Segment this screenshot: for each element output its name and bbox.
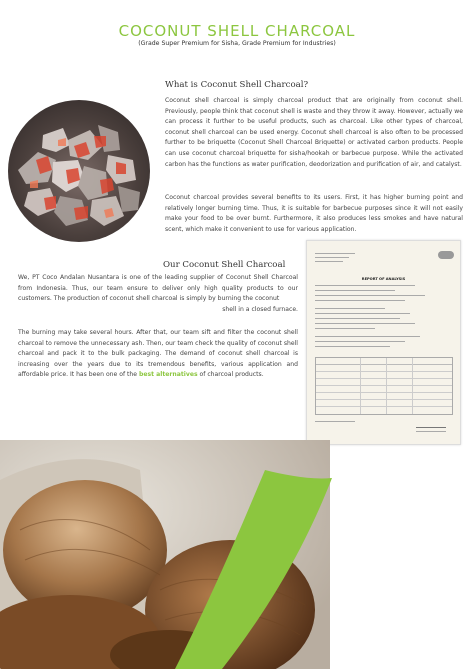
section1-paragraph-2: Coconut charcoal provides several benefits to its users. First, it has higher burning point and relatively longer burning time. Thus, it is suitable for barbecue purposes since it will not easily make your food to be over burnt. Furthermore, it also produces less smokes and have natural scent, which make it convenient to use for various application. bbox=[165, 194, 463, 233]
section2-paragraph-2 bbox=[18, 328, 298, 381]
coconut-photo bbox=[0, 440, 330, 669]
section2-paragraph-1-main: We, PT Coco Andalan Nusantara is one of the leading supplier of Coconut Shell Charcoal from Indonesia. Thus, our team ensure to deliver only high quality products to our customers. The production of coconut shell charcoal is simply by burning the coconut bbox=[18, 274, 298, 303]
certificate-title: REPORT OF ANALYSIS bbox=[361, 277, 406, 281]
section2-paragraph-1 bbox=[18, 273, 298, 315]
section-heading-what-is: What is Coconut Shell Charcoal? bbox=[165, 80, 309, 90]
page-subtitle: (Grade Super Premium for Sisha, Grade Premium for Industries) bbox=[138, 40, 336, 47]
certificate-logo-icon bbox=[438, 251, 454, 259]
section2-paragraph-1-tail: shell in a closed furnace. bbox=[222, 305, 298, 313]
section2-paragraph-2-end: of charcoal products. bbox=[199, 371, 264, 379]
section2-paragraph-2-main: The burning may take several hours. After that, our team sift and filter the coconut shell charcoal to remove the unnecessary ash. Then, our team check the quality of coconut shell charcoal and pack it to the bulk packaging. The demand of coconut shell charcoal is increasing over the years due to its tremendous benefits, various application and affordable price. It has been one of the bbox=[18, 329, 298, 379]
page-title: COCONUT SHELL CHARCOAL bbox=[118, 22, 356, 40]
certificate-table bbox=[315, 357, 453, 415]
certificate-signature bbox=[416, 417, 446, 428]
analysis-certificate-image bbox=[306, 240, 461, 445]
section-heading-our-charcoal: Our Coconut Shell Charcoal bbox=[163, 260, 286, 270]
charcoal-photo bbox=[8, 100, 150, 242]
section1-paragraph-1: Coconut shell charcoal is simply charcoal product that are originally from coconut shell. Previously, people think that coconut shell is waste and they throw it away. However, actually we can process it further to be useful products, such as charcoal. Like other types of charcoal, coconut shell charcoal can be used energy. Coconut shell charcoal is also often to be processed further to be briquette (Coconut Shell Charcoal Briquette) or activated carbon products. People can use coconut charcoal briquette for sisha/hookah or barbecue purpose. While the activated carbon has the functions as water purification, deodorization and purification of air, and catalyst. bbox=[165, 97, 463, 168]
best-alternatives-link[interactable]: best alternatives bbox=[138, 371, 198, 379]
